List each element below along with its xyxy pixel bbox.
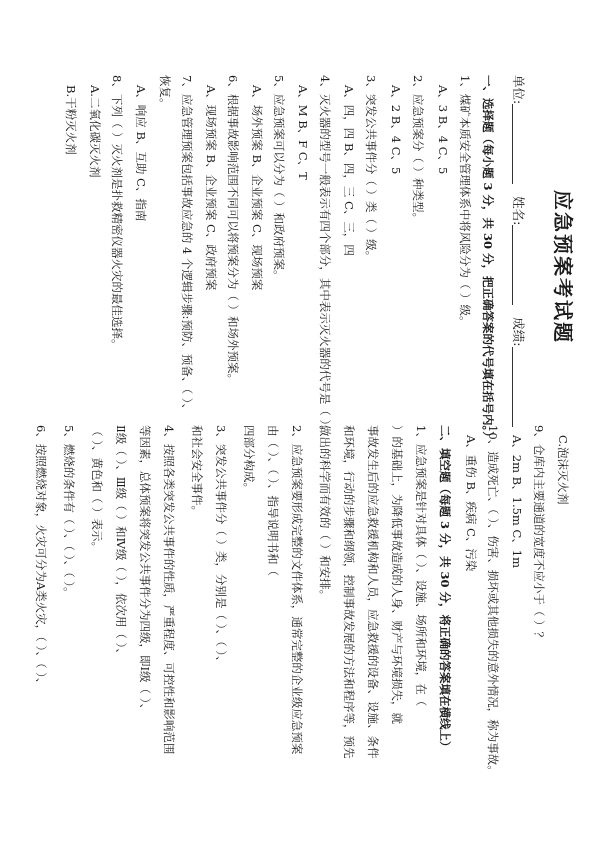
q6-stem: 6、根据事故影响范围不同可以将预案分为（ ）和场外预案。 (226, 75, 240, 385)
q1-stem: 1、煤矿本质安全管理体系中将风险分为（ ）级。 (458, 75, 472, 328)
q1-options: A、3 B、4 C、5 (436, 85, 450, 175)
fill-q3-line1: 3、突发公共事件分（ ）类，分别是（ ）、（ ）、 (214, 425, 228, 668)
q6-options: A、现场预案 B、企业预案 C、政府预案 (204, 85, 218, 291)
q7-stem-line1: 7、应急管理预案包括事故应急的 4 个逻辑步骤:预防、预备、（ ）、 (180, 75, 194, 415)
q4-stem: 4、灭火器的型号一般表示有四个部分，其中表示灭火器的代号是（ ）。 (318, 75, 332, 437)
name-blank (512, 225, 525, 305)
score-label: 成绩: (511, 317, 526, 347)
score-blank (512, 347, 525, 427)
fill-q1-line3: 事故发生后的应急救援机构和人员，应急救援的设备、设施、条件 (366, 425, 380, 759)
fill-q5-line1: 5、燃烧的条件有（ ）、（ ）、（ ）。 (62, 425, 76, 599)
fill-q1-line1: 1、应急预案是针对具体（ ）、设施、场所和环境，在（ (414, 425, 428, 707)
section1-title: 一、选择题（每小题 3 分，共 30 分，把正确答案的代号填在括号内。） (481, 75, 495, 443)
q9-stem: 9、仓库内主要通道的宽度不应小于（ ）？ (532, 425, 546, 643)
fill-q1-line2: ）的基础上，为降低事故造成的人身、财产与环境损失，就 (390, 425, 404, 724)
fill-q2-line1: 2、应急预案要形成完整的文件体系，通常完整的企业级应急预案 (290, 425, 304, 755)
q7-options: A、响应 B、互助 C、指南 (134, 85, 148, 222)
page-title: 应急预案考试题 (551, 190, 575, 344)
q3-options: A、四，四 B、四，三 C、三，四 (342, 85, 356, 256)
fill-q4-line1: 4、按照各类突发公共事件的性质，严重程度、可控性和影响范围 (162, 425, 176, 755)
q8-stem: 8、下列（ ）灭火剂是扑救精密仪器火灾的最佳选择。 (110, 75, 124, 351)
q5-stem: 5、应急预案可以分为（ ）和政府预案。 (272, 75, 286, 282)
fill-q3-line2: 和社会安全事件。 (190, 425, 204, 517)
right-column (0, 425, 600, 850)
fill-q1-line4: 和环境，行动的步骤和纲领，控制事故发展的方法和程序等，预先 (342, 425, 356, 759)
q8-option-b: B.干粉灭火剂 (64, 85, 78, 155)
name-label: 姓名: (511, 196, 526, 226)
q10-stem: 10、造成死亡、（ ）、伤害、损坏或其他损失的意外情况，称为事故。 (486, 425, 500, 777)
unit-blank (512, 104, 525, 184)
fill-q2-line2: 由（ ）、（ ）、指导说明书和（ (266, 425, 280, 577)
q2-options: A、2 B、4 C、5 (389, 85, 403, 175)
fill-q1-line5: 做出的科学而有效的（ ）和安排。 (318, 425, 332, 602)
fill-q2-line3: 四部分构成。 (242, 425, 256, 494)
q9-options: A、2m B、1.5m C、1m (510, 435, 524, 569)
q5-options: A、场外预案 B、企业预案 C、现场预案 (250, 85, 264, 291)
q8-option-a: A.二氧化碳灭火剂 (88, 85, 102, 178)
fill-q4-line4: （ ）、黄色和（ ）表示。 (90, 425, 104, 554)
q4-options: A、M B、F C、T (296, 85, 310, 180)
q3-stem: 3、突发公共事件分（ ）类（ ）级。 (364, 75, 378, 263)
section2-title: 二、填空题（每题 3 分，共 30 分，将正确的答案填在横线上） (438, 425, 452, 753)
q8-option-c: C.泡沫灭火剂 (556, 435, 570, 505)
fill-q4-line2: 等因素，总体预案将突发公共事件分为四级，即Ⅰ级（ ）、 (138, 425, 152, 715)
fill-q6-line1: 6、按照燃烧对象，火灾可分为A类火灾，（ ）、（ ）、 (34, 425, 48, 690)
q10-options: A、重伤 B、疾病 C、污染 (464, 435, 478, 572)
fill-q4-line3: Ⅱ级（ ）、Ⅲ级（ ）和Ⅳ级（ ），依次用（ ）、 (114, 425, 128, 660)
q2-stem: 2、应急预案分（ ）种类型。 (411, 75, 425, 224)
unit-label: 单位: (511, 75, 526, 105)
q7-stem-line2: 恢复。 (158, 75, 172, 110)
exam-header (511, 75, 525, 427)
